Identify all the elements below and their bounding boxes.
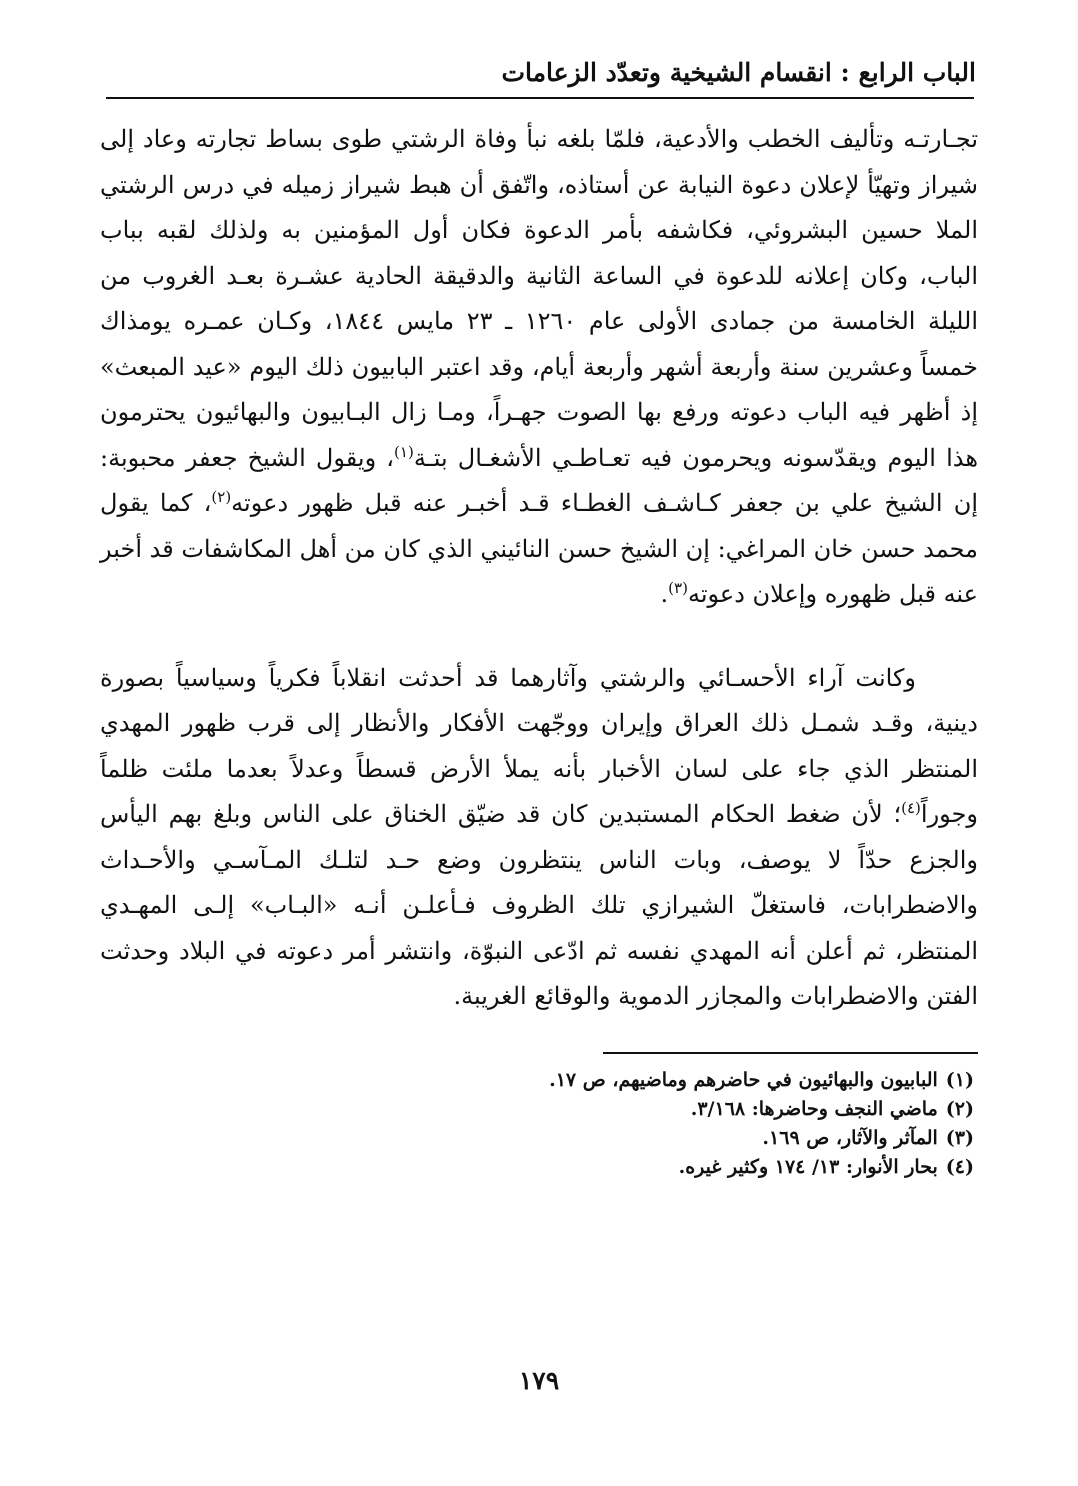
footnote-text: المآثر والآثار، ص ١٦٩. bbox=[762, 1126, 938, 1149]
paragraph-1-text-b: ، ويقول الشيخ جعفر محبوبة: إن الشيخ علي بن جعفر كـاشـف الغطـاء قـد أخبـر عنه قبل ظهور دعوته bbox=[100, 443, 978, 517]
paragraph-spacer bbox=[100, 618, 978, 656]
footnote-number: (١) bbox=[945, 1068, 974, 1091]
paragraph-2-text-a: وكانت آراء الأحسـائي والرشتي وآثارهما قد أحدثت انقلاباً فكرياً وسياسياً بصورة دينية، وقـد شمـل ذلك العراق وإيران ووجّهت الأفكار والأنظار إلى قرب ظهور المهدي المنتظر الذي جاء على لسان الأخبار بأنه يملأ الأرض قسطاً وعدلاً بعدما ملئت ظلماً وجوراً bbox=[100, 663, 979, 828]
paragraph-1-text-d: . bbox=[660, 580, 669, 608]
paragraph-2-text-b: ؛ لأن ضغط الحكام المستبدين كان قد ضيّق الخناق على الناس وبلغ بهم اليأس والجزع حدّاً لا يوصف، وبات الناس ينتظرون وضع حـد لتلـك المـآسـي والأحـداث والاضطرابات، فاستغلّ الشيرازي تلك الظروف فـأعلـن أنـه «البـاب» إلـى المهـدي المنتظر، ثم أعلن أنه المهدي نفسه ثم ادّعى النبوّة، وانتشر أمر دعوته في البلاد وحدثت الفتن والاضطرابات والمجازر الدموية والوقائع الغريبة. bbox=[100, 800, 978, 1010]
footnote-ref-3[interactable]: (٣) bbox=[668, 579, 688, 597]
footnote-item bbox=[100, 1153, 974, 1182]
footnote-number: (٤) bbox=[945, 1155, 974, 1178]
footnote-item bbox=[100, 1124, 974, 1153]
header-divider bbox=[106, 97, 974, 99]
footnote-ref-1[interactable]: (١) bbox=[394, 442, 414, 461]
footnote-text: البابيون والبهائيون في حاضرهم وماضيهم، ص ١٧. bbox=[549, 1068, 938, 1091]
footnote-item bbox=[100, 1066, 974, 1095]
body-paragraph-1 bbox=[100, 117, 978, 618]
footnote-item bbox=[100, 1095, 974, 1124]
footnotes-list bbox=[100, 1066, 978, 1182]
page-number: ١٧٩ bbox=[518, 1366, 560, 1395]
footnote-number: (٣) bbox=[945, 1126, 974, 1149]
paragraph-1-text-c: ، كما يقول محمد حسن خان المراغي: إن الشيخ حسن النائيني الذي كان من أهل المكاشفات قد أخبر عنه قبل ظهوره وإعلان دعوته bbox=[100, 489, 978, 608]
book-page bbox=[100, 55, 978, 1455]
body-paragraph-2 bbox=[100, 656, 978, 1020]
footnote-ref-4[interactable]: (٤) bbox=[901, 799, 921, 817]
footnote-text: ماضي النجف وحاضرها: ٣/١٦٨. bbox=[690, 1097, 938, 1120]
paragraph-1-text-a: تجـارتـه وتأليف الخطب والأدعية، فلمّا بلغه نبأ وفاة الرشتي طوى بساط تجارته وعاد إلى شيراز وتهيّأ لإعلان دعوة النيابة عن أستاذه، واتّفق أن هبط شيراز زميله في درس الرشتي الملا حسين البشروئي، فكاشفه بأمر الدعوة فكان أول المؤمنين به ولذلك لقبه بباب الباب، وكان إعلانه للدعوة في الساعة الثانية والدقيقة الحادية عشـرة بعـد الغروب من الليلة الخامسة من جمادى الأولى عام ١٢٦٠ ـ ٢٣ مايس ١٨٤٤، وكـان عمـره يومذاك خمساً وعشرين سنة وأربعة أشهر وأربعة أيام، وقد اعتبر البابيون ذلك اليوم «عيد المبعث» إذ أظهر فيه الباب دعوته ورفع بها الصوت جهـراً، ومـا زال البـابيون والبهائيون يحترمون هذا اليوم ويقدّسونه ويحرمون فيه تعـاطـي الأشغـال بتـة bbox=[100, 125, 979, 472]
footnote-number: (٢) bbox=[945, 1097, 974, 1120]
running-head-title: الباب الرابع : انقسام الشيخية وتعدّد الزعامات bbox=[501, 58, 976, 87]
footnote-divider bbox=[603, 1052, 978, 1054]
footnote-text: بحار الأنوار: ١٣/ ١٧٤ وكثير غيره. bbox=[678, 1155, 938, 1178]
footnote-ref-2[interactable]: (٢) bbox=[211, 488, 232, 506]
